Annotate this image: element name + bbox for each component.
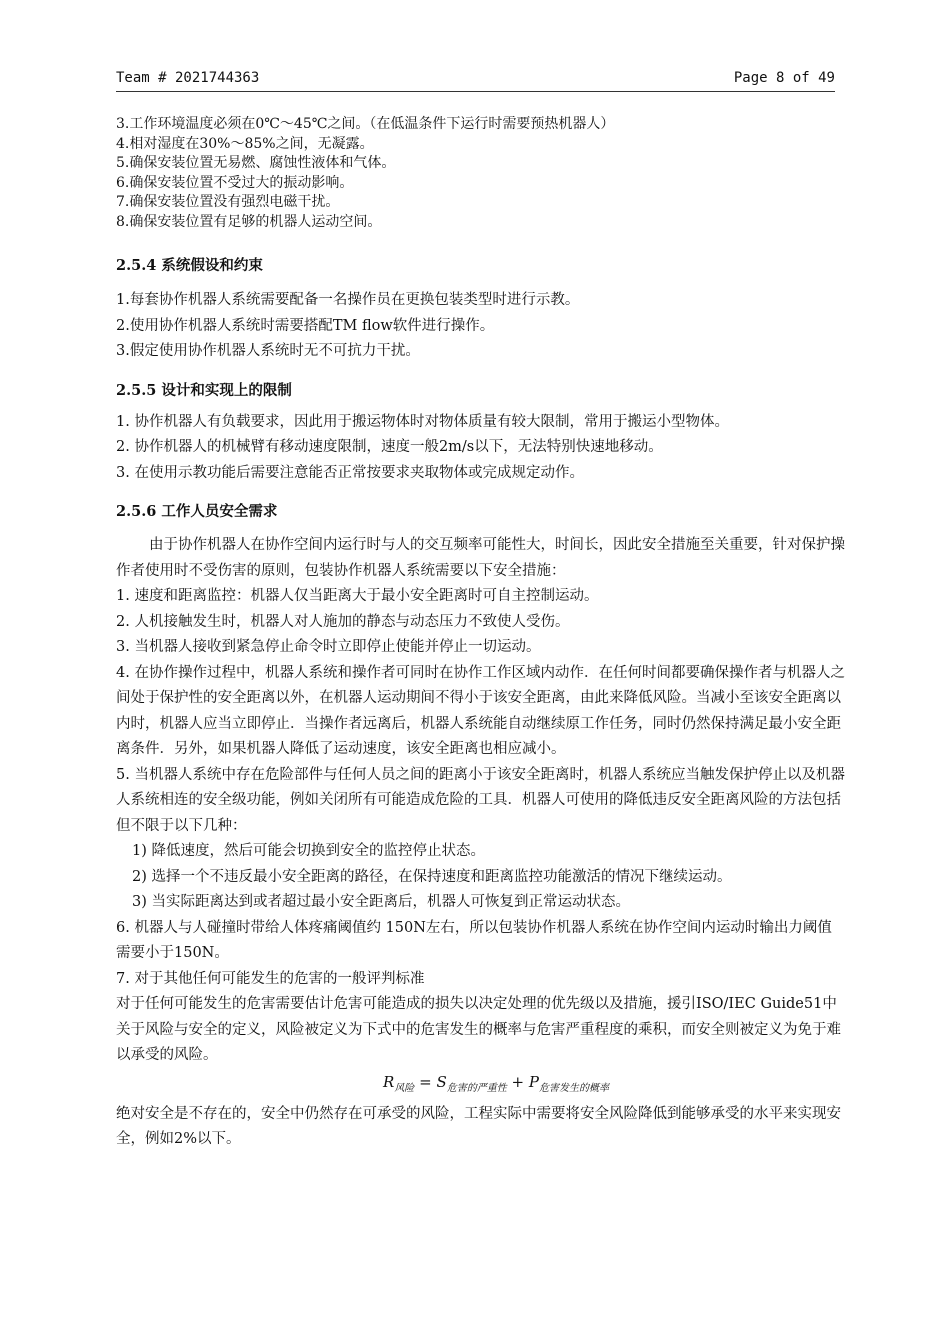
sub-list-item: 3) 当实际距离达到或者超过最小安全距离后，机器人可恢复到正常运动状态。 [132, 894, 630, 910]
list-item: 7.确保安装位置没有强烈电磁干扰。 [116, 194, 340, 210]
list-item: 6. 机器人与人碰撞时带给人体疼痛阈值约 150N左右，所以包装协作机器人系统在协作空间内运动时输出力阈值需要小于150N。 [116, 919, 832, 961]
list-item: 8.确保安装位置有足够的机器人运动空间。 [116, 213, 382, 230]
page-number: Page 8 of 49 [733, 70, 835, 86]
risk-formula [116, 1069, 846, 1102]
list-item: 4.相对湿度在30%～85%之间，无凝露。 [116, 135, 374, 152]
formula-r: R [383, 1072, 395, 1091]
list-item: 1.每套协作机器人系统需要配备一名操作员在更换包装类型时进行示教。 [116, 292, 580, 308]
list-item: 6.确保安装位置不受过大的振动影响。 [116, 174, 354, 191]
list-item: 2.使用协作机器人系统时需要搭配TM flow软件进行操作。 [116, 317, 495, 334]
formula-equals: = [419, 1072, 432, 1091]
assumptions-list [116, 288, 846, 365]
intro-paragraph: 由于协作机器人在协作空间内运行时与人的交互频率可能性大，时间长，因此安全措施至关重要，针对保护操作者使用时不受伤害的原则，包装协作机器人系统需要以下安全措施： [116, 537, 845, 579]
safety-section [116, 533, 846, 1153]
team-number: Team # 2021744363 [116, 70, 260, 86]
formula-plus: + [511, 1072, 525, 1091]
list-item: 4. 在协作操作过程中，机器人系统和操作者可同时在协作工作区域内动作．在任何时间都要确保操作者与机器人之间处于保护性的安全距离以外，在机器人运动期间不得小于该安全距离，由此来降低风险。当减小至该安全距离以内时，机器人应当立即停止．当操作者远离后，机器人系统能自动继续原工作任务，同时仍然保持满足最小安全距离条件．另外，如果机器人降低了运动速度，该安全距离也相应减小。 [116, 664, 845, 757]
page-header [116, 69, 835, 92]
section-heading-2-5-6: 2.5.6 工作人员安全需求 [116, 503, 278, 520]
list-item: 3. 在使用示教功能后需要注意能否正常按要求夹取物体或完成规定动作。 [116, 464, 584, 481]
list-item: 5.确保安装位置无易燃、腐蚀性液体和气体。 [116, 155, 396, 171]
constraints-list [116, 410, 846, 487]
formula-s-subscript: 危害的严重性 [446, 1082, 507, 1094]
environment-list [116, 115, 846, 232]
list-item: 2. 人机接触发生时，机器人对人施加的静态与动态压力不致使人受伤。 [116, 613, 570, 630]
list-item: 1. 速度和距离监控：机器人仅当距离大于最小安全距离时可自主控制运动。 [116, 588, 599, 604]
list-item: 3.假定使用协作机器人系统时无不可抗力干扰。 [116, 343, 420, 359]
formula-p-subscript: 危害发生的概率 [538, 1082, 609, 1094]
list-item: 3.工作环境温度必须在0℃～45℃之间。（在低温条件下运行时需要预热机器人） [116, 116, 615, 132]
sub-list-item: 2) 选择一个不违反最小安全距离的路径，在保持速度和距离监控功能激活的情况下继续运动。 [132, 868, 732, 885]
formula-r-subscript: 风险 [394, 1082, 415, 1094]
list-item: 3. 当机器人接收到紧急停止命令时立即停止使能并停止一切运动。 [116, 639, 541, 655]
risk-paragraph: 对于任何可能发生的危害需要估计危害可能造成的损失以决定处理的优先级以及措施，援引ISO/IEC Guide51中关于风险与安全的定义，风险被定义为下式中的危害发生的概率与危害严重程度的乘积，而安全则被定义为免于难以承受的风险。 [116, 996, 841, 1063]
list-item: 2. 协作机器人的机械臂有移动速度限制，速度一般2m/s以下，无法特别快速地移动。 [116, 439, 663, 455]
section-heading-2-5-4: 2.5.4 系统假设和约束 [116, 257, 263, 274]
document-body [116, 115, 846, 1153]
closing-paragraph: 绝对安全是不存在的，安全中仍然存在可承受的风险，工程实际中需要将安全风险降低到能够承受的水平来实现安全，例如2%以下。 [116, 1105, 841, 1147]
formula-s: S [436, 1072, 447, 1091]
formula-p: P [528, 1072, 539, 1091]
list-item: 5. 当机器人系统中存在危险部件与任何人员之间的距离小于该安全距离时，机器人系统应当触发保护停止以及机器人系统相连的安全级功能，例如关闭所有可能造成危险的工具．机器人可使用的降低违反安全距离风险的方法包括但不限于以下几种： [116, 766, 845, 834]
list-item: 1. 协作机器人有负载要求，因此用于搬运物体时对物体质量有较大限制，常用于搬运小型物体。 [116, 413, 729, 430]
section-heading-2-5-5: 2.5.5 设计和实现上的限制 [116, 381, 292, 399]
sub-list-item: 1) 降低速度，然后可能会切换到安全的监控停止状态。 [132, 843, 485, 859]
list-item: 7. 对于其他任何可能发生的危害的一般评判标准 [116, 970, 425, 987]
